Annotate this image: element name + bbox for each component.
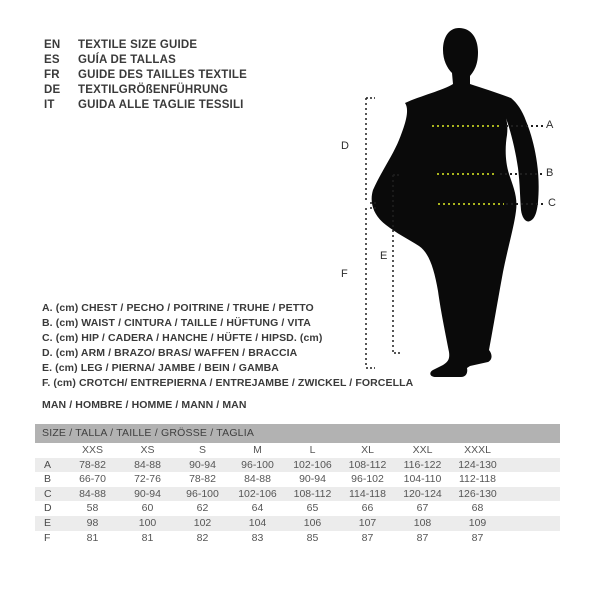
cell: 102-106 — [238, 487, 277, 500]
cell: 109 — [468, 516, 487, 529]
table-row-e — [35, 516, 560, 531]
cell: 104-110 — [403, 473, 442, 486]
language-title: GUIDA ALLE TAGLIE TESSILI — [78, 99, 244, 111]
gender-line: MAN / HOMBRE / HOMME / MANN / MAN — [42, 399, 247, 411]
cell: 107 — [358, 516, 377, 529]
filler-cell — [505, 487, 560, 502]
cell: 66 — [361, 502, 374, 515]
cell: 108-112 — [293, 487, 332, 500]
cell: 87 — [361, 531, 374, 544]
table-row-a — [35, 458, 560, 473]
cell: 90-94 — [299, 473, 326, 486]
cell: 100 — [138, 516, 157, 529]
legend-item-leg: E. (cm) LEG / PIERNA/ JAMBE / BEIN / GAMBA — [42, 362, 279, 374]
size-table-header-row — [35, 443, 560, 458]
cell: 64 — [251, 502, 264, 515]
row-label: B — [44, 473, 52, 486]
filler-cell — [505, 472, 560, 487]
cell: 84-88 — [244, 473, 271, 486]
cell: 83 — [251, 531, 264, 544]
marker-arm-d: D — [341, 140, 349, 152]
cell: 85 — [306, 531, 319, 544]
cell: 102-106 — [293, 458, 332, 471]
filler-cell — [505, 531, 560, 546]
marker-waist-b: B — [546, 167, 554, 179]
legend-item-waist: B. (cm) WAIST / CINTURA / TAILLE / HÜFTUNG / VITA — [42, 317, 311, 329]
measurement-legend — [42, 301, 413, 413]
col-header-l: L — [309, 444, 316, 456]
col-header-xxxl: XXXL — [464, 444, 491, 456]
language-code: IT — [44, 99, 55, 111]
language-title: TEXTILE SIZE GUIDE — [78, 39, 198, 51]
col-header-m: M — [253, 444, 262, 456]
table-row-d — [35, 501, 560, 516]
cell: 87 — [471, 531, 484, 544]
language-code: DE — [44, 84, 61, 96]
cell: 65 — [306, 502, 319, 515]
cell: 116-122 — [403, 458, 442, 471]
cell: 58 — [86, 502, 99, 515]
cell: 78-82 — [189, 473, 216, 486]
cell: 81 — [86, 531, 99, 544]
cell: 98 — [86, 516, 99, 529]
marker-chest-a: A — [546, 119, 554, 131]
filler-cell — [505, 501, 560, 516]
filler-cell — [505, 443, 560, 458]
row-label: A — [44, 458, 52, 471]
cell: 102 — [193, 516, 212, 529]
size-table-title: SIZE / TALLA / TAILLE / GRÖSSE / TAGLIA — [35, 424, 560, 443]
corner-cell — [35, 443, 65, 458]
cell: 62 — [196, 502, 209, 515]
language-title: GUIDE DES TAILLES TEXTILE — [78, 69, 247, 81]
row-label: E — [44, 516, 52, 529]
row-label: F — [44, 531, 51, 544]
language-code: EN — [44, 39, 61, 51]
filler-cell — [505, 458, 560, 473]
cell: 96-100 — [241, 458, 274, 471]
language-title: GUÍA DE TALLAS — [78, 54, 176, 66]
col-header-s: S — [198, 444, 206, 456]
cell: 112-118 — [459, 473, 496, 486]
cell: 66-70 — [79, 473, 106, 486]
cell: 126-130 — [458, 487, 497, 500]
filler-cell — [505, 516, 560, 531]
cell: 81 — [141, 531, 154, 544]
table-row-b — [35, 472, 560, 487]
cell: 96-100 — [186, 487, 219, 500]
cell: 84-88 — [79, 487, 106, 500]
language-code: ES — [44, 54, 60, 66]
legend-item-crotch: F. (cm) CROTCH/ ENTREPIERNA / ENTREJAMBE / ZWICKEL / FORCELLA — [42, 377, 414, 389]
col-header-xxl: XXL — [412, 444, 433, 456]
cell: 104 — [248, 516, 267, 529]
cell: 108 — [413, 516, 432, 529]
legend-item-arm: D. (cm) ARM / BRAZO/ BRAS/ WAFFEN / BRACCIA — [42, 347, 298, 359]
row-label: D — [44, 502, 52, 515]
cell: 90-94 — [134, 487, 161, 500]
marker-hip-c: C — [548, 197, 556, 209]
col-header-xs: XS — [140, 444, 155, 456]
legend-item-chest: A. (cm) CHEST / PECHO / POITRINE / TRUHE / PETTO — [42, 302, 314, 314]
col-header-xl: XL — [361, 444, 374, 456]
cell: 96-102 — [351, 473, 384, 486]
cell: 106 — [303, 516, 322, 529]
cell: 87 — [416, 531, 429, 544]
cell: 82 — [196, 531, 209, 544]
cell: 60 — [141, 502, 154, 515]
language-title: TEXTILGRÖßENFÜHRUNG — [78, 84, 229, 96]
marker-leg-e: E — [380, 250, 388, 262]
size-table — [35, 424, 560, 545]
col-header-xxs: XXS — [81, 444, 103, 456]
marker-crotch-f: F — [341, 268, 348, 280]
table-row-f — [35, 531, 560, 546]
cell: 114-118 — [349, 487, 386, 500]
cell: 108-112 — [348, 458, 387, 471]
cell: 68 — [471, 502, 484, 515]
table-row-c — [35, 487, 560, 502]
cell: 84-88 — [134, 458, 161, 471]
cell: 120-124 — [403, 487, 442, 500]
cell: 90-94 — [189, 458, 216, 471]
cell: 78-82 — [79, 458, 106, 471]
cell: 72-76 — [134, 473, 161, 486]
row-label: C — [44, 487, 52, 500]
language-code: FR — [44, 69, 60, 81]
legend-item-hip: C. (cm) HIP / CADERA / HANCHE / HÜFTE / HIPSD. (cm) — [42, 332, 323, 344]
cell: 124-130 — [458, 458, 497, 471]
cell: 67 — [416, 502, 429, 515]
